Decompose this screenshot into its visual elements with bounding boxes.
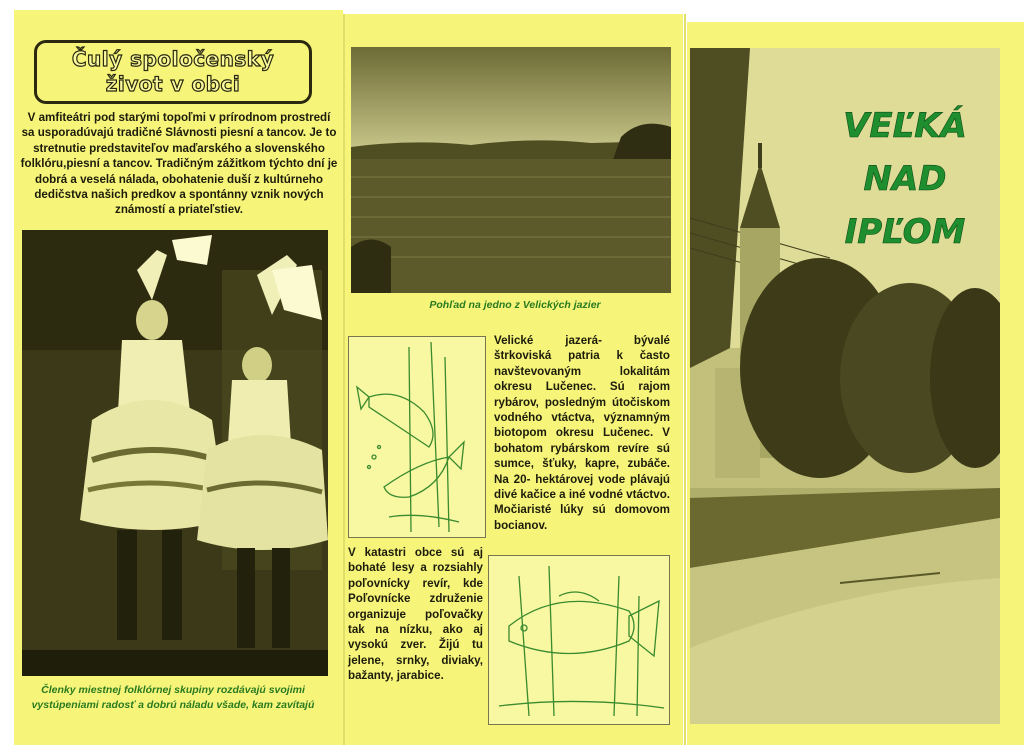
fold-line xyxy=(684,14,686,745)
fold-line xyxy=(343,14,345,745)
festival-paragraph: V amfiteátri pod starými topoľmi v prírodnom prostredí sa usporadúvajú tradičné Slávnosti piesní a tancov. Je to stretnutie predstaviteľov maďarského a slovenského folklóru,piesní a tancov. Tradičným zážitkom týchto dní je dobrá a veselá nálada, obohatenie duší z kultúrneho dedičstva našich predkov a spontánny vznik nových známostí a priateľstiev. xyxy=(20,111,338,217)
cover-title-line: IPĽOM xyxy=(844,212,966,252)
lakes-paragraph: Velické jazerá- bývalé štrkoviská patria k často navštevovaným lokalitám okresu Lučenec. Sú rajom rybárov, posledným útočiskom vodného vtáctva, významným biotopom okresu Lučenec. V bohatom rybárskom revíre sú sumce, šťuky, kapre, zubáče. Na 20- hektárovej vode plávajú divé kačice a iné vodné vtáctvo. Močiaristé lúky sú domovom bocianov. xyxy=(494,334,670,532)
fish-sketch-pike xyxy=(348,336,486,538)
forest-paragraph: V katastri obce sú aj bohaté lesy a rozsiahly poľovnícky revír, kde Poľovnícke združenie organizuje poľovačky tak na nízku, ako aj vysokú zver. Žijú tu jelene, srnky, diviaky, bažanty, jarabice. xyxy=(348,546,483,683)
section-title-line: Čulý spoločenský xyxy=(71,47,275,71)
cover-title xyxy=(820,100,990,259)
lake-photo-caption: Pohľad na jedno z Velických jazier xyxy=(429,299,601,311)
folk-dancers-photo xyxy=(22,230,328,676)
cover-title-line: VEĽKÁ xyxy=(843,106,967,146)
fish-sketch-carp xyxy=(488,555,670,725)
dancers-photo-caption: Členky miestnej folklórnej skupiny rozdávajú svojimi vystúpeniami radosť a dobrú náladu všade, kam zavítajú xyxy=(31,684,315,711)
cover-title-line: NAD xyxy=(863,159,947,199)
section-title-box xyxy=(34,40,312,104)
lake-photo xyxy=(351,47,671,293)
section-title-line: život v obci xyxy=(105,72,241,96)
